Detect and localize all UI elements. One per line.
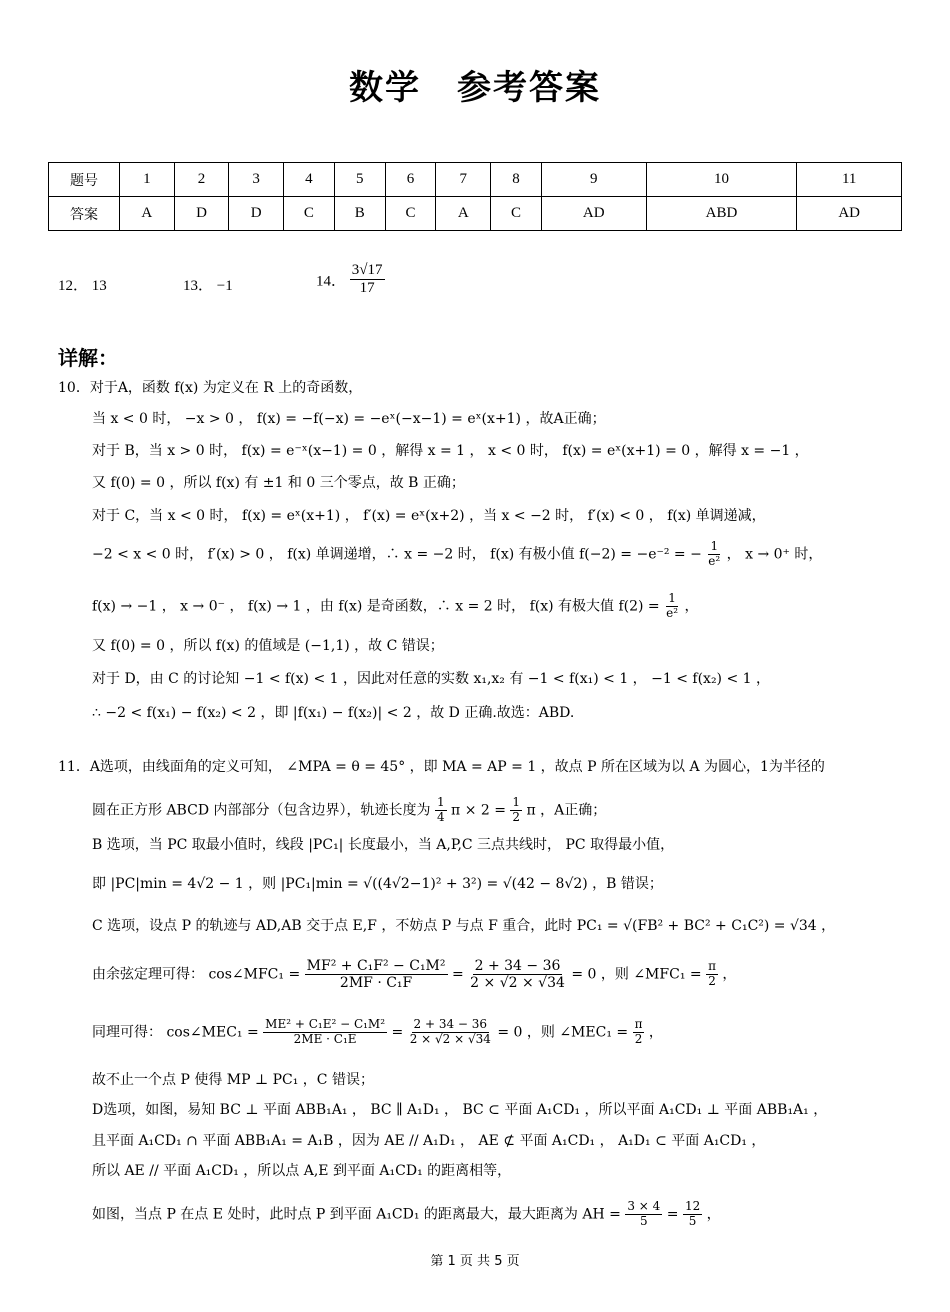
table-cell: 5	[334, 163, 385, 197]
text-segment: ，	[706, 1206, 721, 1223]
table-cell: AD	[541, 197, 646, 231]
fraction	[263, 1018, 387, 1047]
table-cell: A	[120, 197, 175, 231]
text-segment: ，	[648, 1024, 663, 1041]
page-title: 数学 参考答案	[349, 68, 601, 108]
text-line: D选项，如图，易知 BC ⊥ 平面 ABB₁A₁ ， BC ∥ A₁D₁ ， BC ⊂ 平面 A₁CD₁ ，所以平面 A₁CD₁ ⊥ 平面 ABB₁A₁ ，	[92, 1102, 828, 1118]
denominator: e²	[708, 553, 721, 568]
denominator: 2	[634, 1031, 643, 1046]
numerator: ME² + C₁E² − C₁M²	[265, 1017, 386, 1031]
text-segment: π × 2 =	[451, 802, 506, 819]
text-line	[92, 592, 699, 621]
numerator: 1	[668, 591, 676, 605]
denominator: 2 × √2 × √34	[409, 1031, 491, 1046]
text-segment: =	[666, 1206, 679, 1223]
numerator: 12	[684, 1199, 701, 1213]
text-segment: = 0 ，则 ∠MEC₁ =	[497, 1024, 629, 1041]
table-row	[49, 197, 902, 231]
table-cell: 7	[436, 163, 491, 197]
fraction	[633, 1018, 645, 1047]
page-footer: 第 1 页 共 5 页	[430, 1254, 520, 1269]
table-header-cell: 答案	[49, 197, 120, 231]
text-line: 且平面 A₁CD₁ ∩ 平面 ABB₁A₁ = A₁B ，因为 AE // A₁D₁ ， AE ⊄ 平面 A₁CD₁ ， A₁D₁ ⊂ 平面 A₁CD₁ ，	[92, 1133, 766, 1149]
denominator: 2 × √2 × √34	[470, 975, 565, 992]
text-line	[92, 1018, 663, 1047]
fraction	[706, 540, 722, 569]
table-cell: C	[385, 197, 436, 231]
text-line: 对于 D，由 C 的讨论知 −1 < f(x) < 1 ，因此对任意的实数 x₁,x₂ 有 −1 < f(x₁) < 1 ， −1 < f(x₂) < 1 ，	[92, 671, 771, 687]
text-segment: 如图，当点 P 在点 E 处时，此时点 P 到平面 A₁CD₁ 的距离最大，最大距离为 AH =	[92, 1206, 621, 1223]
numerator: 1	[710, 539, 719, 553]
text-line	[92, 796, 606, 825]
numerator: 3 × 4	[627, 1199, 661, 1213]
text-line: 又 f(0) = 0 ，所以 f(x) 的值域是 (−1,1) ，故 C 错误；	[92, 638, 444, 654]
table-cell: ABD	[646, 197, 797, 231]
table-cell: 1	[120, 163, 175, 197]
text-line: 故不止一个点 P 使得 MP ⊥ PC₁ ，C 错误；	[92, 1072, 374, 1088]
text-segment: π ，A正确；	[526, 802, 607, 819]
text-segment: = 0 ，则 ∠MFC₁ =	[571, 966, 702, 983]
text-segment: −2 < x < 0 时， f′(x) > 0 ， f(x) 单调递增，∴ x = −2 时， f(x) 有极小值 f(−2) = −e⁻² = −	[92, 546, 702, 563]
table-cell: AD	[797, 197, 902, 231]
text-segment: 同理可得： cos∠MEC₁ =	[92, 1024, 259, 1041]
fraction	[625, 1200, 662, 1229]
text-line: 对于 B，当 x > 0 时， f(x) = e⁻ˣ(x−1) = 0 ，解得 x = 1 ， x < 0 时， f(x) = eˣ(x+1) = 0 ，解得 x = −1 ，	[92, 443, 809, 459]
q12-value: 13	[91, 278, 107, 294]
numerator: 2 + 34 − 36	[413, 1017, 488, 1031]
text-line	[92, 958, 736, 991]
fraction	[683, 1200, 702, 1229]
fraction	[408, 1018, 493, 1047]
fraction	[305, 958, 448, 991]
text-line: 当 x < 0 时， −x > 0 ， f(x) = −f(−x) = −eˣ(−x−1) = eˣ(x+1) ，故A正确；	[92, 411, 606, 427]
fraction	[435, 796, 447, 825]
q13-answer	[183, 274, 233, 295]
table-cell: 2	[174, 163, 229, 197]
text-line: 即 |PC|min = 4√2 − 1 ，则 |PC₁|min = √((4√2−1)² + 3²) = √(42 − 8√2) ，B 错误；	[92, 876, 663, 892]
text-line: 10．对于A，函数 f(x) 为定义在 R 上的奇函数，	[58, 380, 363, 396]
text-line: C 选项，设点 P 的轨迹与 AD,AB 交于点 E,F ，不妨点 P 与点 F 重合，此时 PC₁ = √(FB² + BC² + C₁C²) = √34 ，	[92, 918, 836, 934]
text-segment: =	[451, 966, 464, 983]
text-line	[92, 1200, 721, 1229]
numerator: 2 + 34 − 36	[474, 958, 561, 974]
q12-answer	[58, 274, 107, 295]
table-cell: D	[174, 197, 229, 231]
denominator: e²	[666, 605, 679, 620]
text-line: 11．A选项，由线面角的定义可知， ∠MPA = θ = 45° ，即 MA = AP = 1 ，故点 P 所在区域为以 A 为圆心，1为半径的	[58, 759, 825, 775]
table-cell: 3	[229, 163, 284, 197]
table-row	[49, 163, 902, 197]
table-cell: C	[491, 197, 542, 231]
q14-answer	[316, 262, 385, 298]
numerator: π	[708, 959, 716, 974]
q14-fraction	[350, 262, 385, 298]
text-segment: f(x) → −1 ， x → 0⁻ ， f(x) → 1 ，由 f(x) 是奇函数，∴ x = 2 时， f(x) 有极大值 f(2) =	[92, 598, 660, 615]
text-line: ∴ −2 < f(x₁) − f(x₂) < 2 ，即 |f(x₁) − f(x₂)| < 2 ，故 D 正确.故选：ABD.	[92, 705, 575, 721]
denominator: 2	[512, 809, 521, 824]
table-header-cell: 题号	[49, 163, 120, 197]
numerator: 1	[436, 795, 445, 809]
table-cell: A	[436, 197, 491, 231]
answer-table	[48, 162, 902, 231]
q13-value: −1	[216, 278, 233, 294]
table-cell: 6	[385, 163, 436, 197]
text-segment: 由余弦定理可得： cos∠MFC₁ =	[92, 966, 301, 983]
q13-label: 13．	[183, 278, 214, 294]
denominator: 4	[436, 809, 445, 824]
fraction	[510, 796, 522, 825]
denominator: 2	[708, 974, 716, 989]
text-segment: 圆在正方形 ABCD 内部部分（包含边界），轨迹长度为	[92, 802, 431, 819]
text-line: 又 f(0) = 0 ，所以 f(x) 有 ±1 和 0 三个零点，故 B 正确；	[92, 475, 465, 491]
numerator: π	[634, 1017, 643, 1031]
denominator: 2MF · C₁F	[339, 975, 413, 992]
table-cell: B	[334, 197, 385, 231]
q12-label: 12．	[58, 278, 89, 294]
table-cell: D	[229, 197, 284, 231]
text-line	[92, 540, 822, 569]
fraction	[706, 960, 718, 989]
numerator: MF² + C₁F² − C₁M²	[306, 958, 446, 974]
table-cell: C	[283, 197, 334, 231]
q14-denominator: 17	[359, 280, 375, 297]
table-cell: 11	[797, 163, 902, 197]
q14-numerator: 3√17	[350, 262, 385, 280]
denominator: 2ME · C₁E	[293, 1031, 357, 1046]
text-line: B 选项，当 PC 取最小值时，线段 |PC₁| 长度最小，当 A,P,C 三点共线时， PC 取得最小值，	[92, 837, 675, 853]
text-segment: ，	[684, 598, 699, 615]
section-title: 详解：	[58, 346, 118, 370]
fraction	[664, 592, 680, 621]
text-segment: =	[391, 1024, 404, 1041]
text-line: 所以 AE // 平面 A₁CD₁ ，所以点 A,E 到平面 A₁CD₁ 的距离相等，	[92, 1163, 512, 1179]
table-cell: 8	[491, 163, 542, 197]
numerator: 1	[512, 795, 521, 809]
text-segment: ，	[722, 966, 737, 983]
table-cell: 4	[283, 163, 334, 197]
fraction	[468, 958, 567, 991]
q14-label: 14．	[316, 273, 347, 290]
table-cell: 9	[541, 163, 646, 197]
denominator: 5	[688, 1213, 697, 1228]
table-cell: 10	[646, 163, 797, 197]
text-line: 对于 C，当 x < 0 时， f(x) = eˣ(x+1) ， f′(x) = eˣ(x+2) ，当 x < −2 时， f′(x) < 0 ， f(x) 单调递减，	[92, 508, 766, 524]
denominator: 5	[640, 1213, 648, 1228]
text-segment: ， x → 0⁺ 时，	[726, 546, 823, 563]
